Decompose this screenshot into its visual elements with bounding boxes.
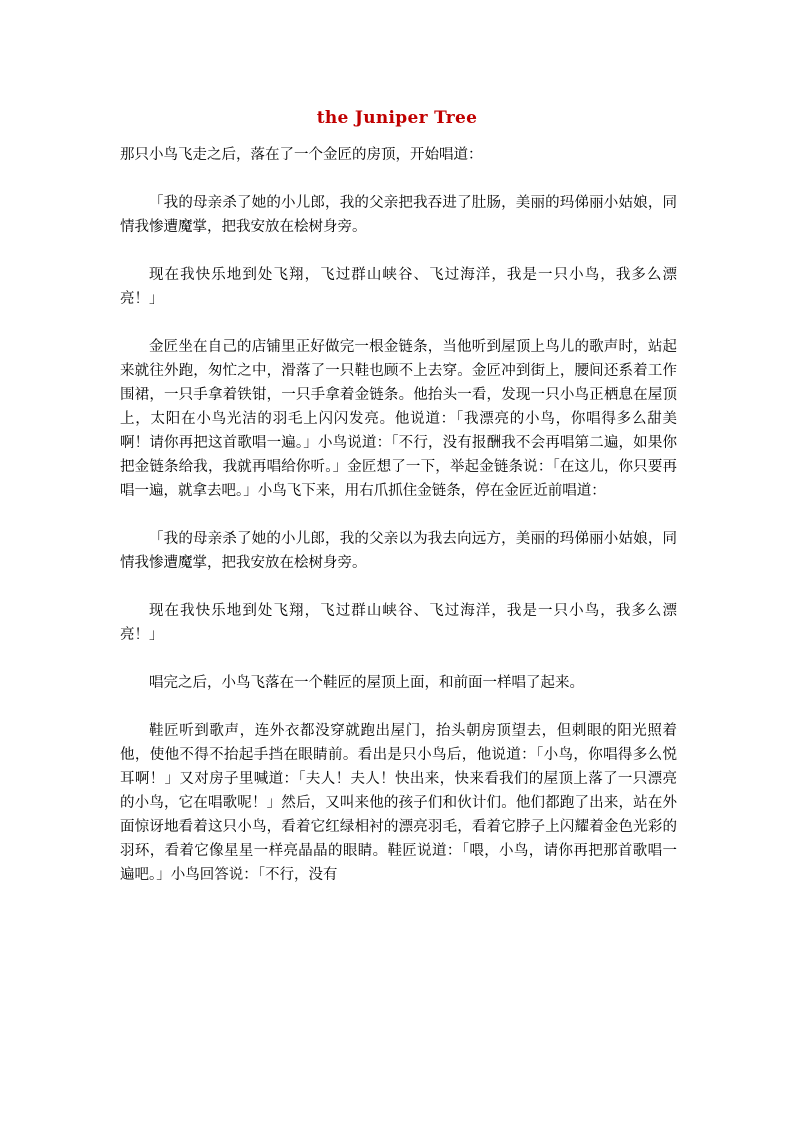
paragraph-song-1-verse-1: 「我的母亲杀了她的小儿郎，我的父亲把我吞进了肚肠，美丽的玛俤丽小姑娘，同情我惨遭魔掌，把我安放在桧树身旁。	[120, 195, 677, 235]
paragraph-spacer	[120, 239, 677, 263]
paragraph-song-2-verse-1: 「我的母亲杀了她的小儿郎，我的父亲以为我去向远方，美丽的玛俤丽小姑娘，同情我惨遭魔掌，把我安放在桧树身旁。	[120, 531, 677, 571]
paragraph-shoemaker: 鞋匠听到歌声，连外衣都没穿就跑出屋门，抬头朝房顶望去，但刺眼的阳光照着他，使他不得不抬起手挡在眼睛前。看出是只小鸟后，他说道：「小鸟，你唱得多么悦耳啊！」又对房子里喊道：「夫人！夫人！快出来，快来看我们的屋顶上落了一只漂亮的小鸟，它在唱歌呢！」然后，又叫来他的孩子们和伙计们。他们都跑了出来，站在外面惊讶地看着这只小鸟，看着它红绿相衬的漂亮羽毛，看着它脖子上闪耀着金色光彩的羽环，看着它像星星一样亮晶晶的眼睛。鞋匠说道：「喂，小鸟，请你再把那首歌唱一遍吧。」小鸟回答说：「不行，没有	[120, 723, 677, 883]
paragraph-song-1-verse-2: 现在我快乐地到处飞翔，飞过群山峡谷、飞过海洋，我是一只小鸟，我多么漂亮！」	[120, 267, 677, 307]
paragraph-goldsmith: 金匠坐在自己的店铺里正好做完一根金链条，当他听到屋顶上鸟儿的歌声时，站起来就往外跑，匆忙之中，滑落了一只鞋也顾不上去穿。金匠冲到街上，腰间还系着工作围裙，一只手拿着铁钳，一只手拿着金链条。他抬头一看，发现一只小鸟正栖息在屋顶上，太阳在小鸟光洁的羽毛上闪闪发亮。他说道：「我漂亮的小鸟，你唱得多么甜美啊！请你再把这首歌唱一遍。」小鸟说道：「不行，没有报酬我不会再唱第二遍，如果你把金链条给我，我就再唱给你听。」金匠想了一下，举起金链条说：「在这儿，你只要再唱一遍，就拿去吧。」小鸟飞下来，用右爪抓住金链条，停在金匠近前唱道：	[120, 339, 677, 499]
paragraph-spacer	[120, 503, 677, 527]
paragraph-spacer	[120, 695, 677, 719]
paragraph-intro: 那只小鸟飞走之后，落在了一个金匠的房顶，开始唱道：	[120, 147, 483, 163]
paragraph-song-2-verse-2: 现在我快乐地到处飞翔，飞过群山峡谷、飞过海洋，我是一只小鸟，我多么漂亮！」	[120, 603, 677, 643]
paragraph-spacer	[120, 575, 677, 599]
document-title: the Juniper Tree	[316, 108, 478, 128]
paragraph-spacer	[120, 311, 677, 335]
paragraph-spacer	[120, 647, 677, 671]
paragraph-transition: 唱完之后，小鸟飞落在一个鞋匠的屋顶上面，和前面一样唱了起来。	[149, 675, 584, 691]
paragraph-spacer	[120, 167, 677, 191]
document-body	[120, 143, 677, 887]
